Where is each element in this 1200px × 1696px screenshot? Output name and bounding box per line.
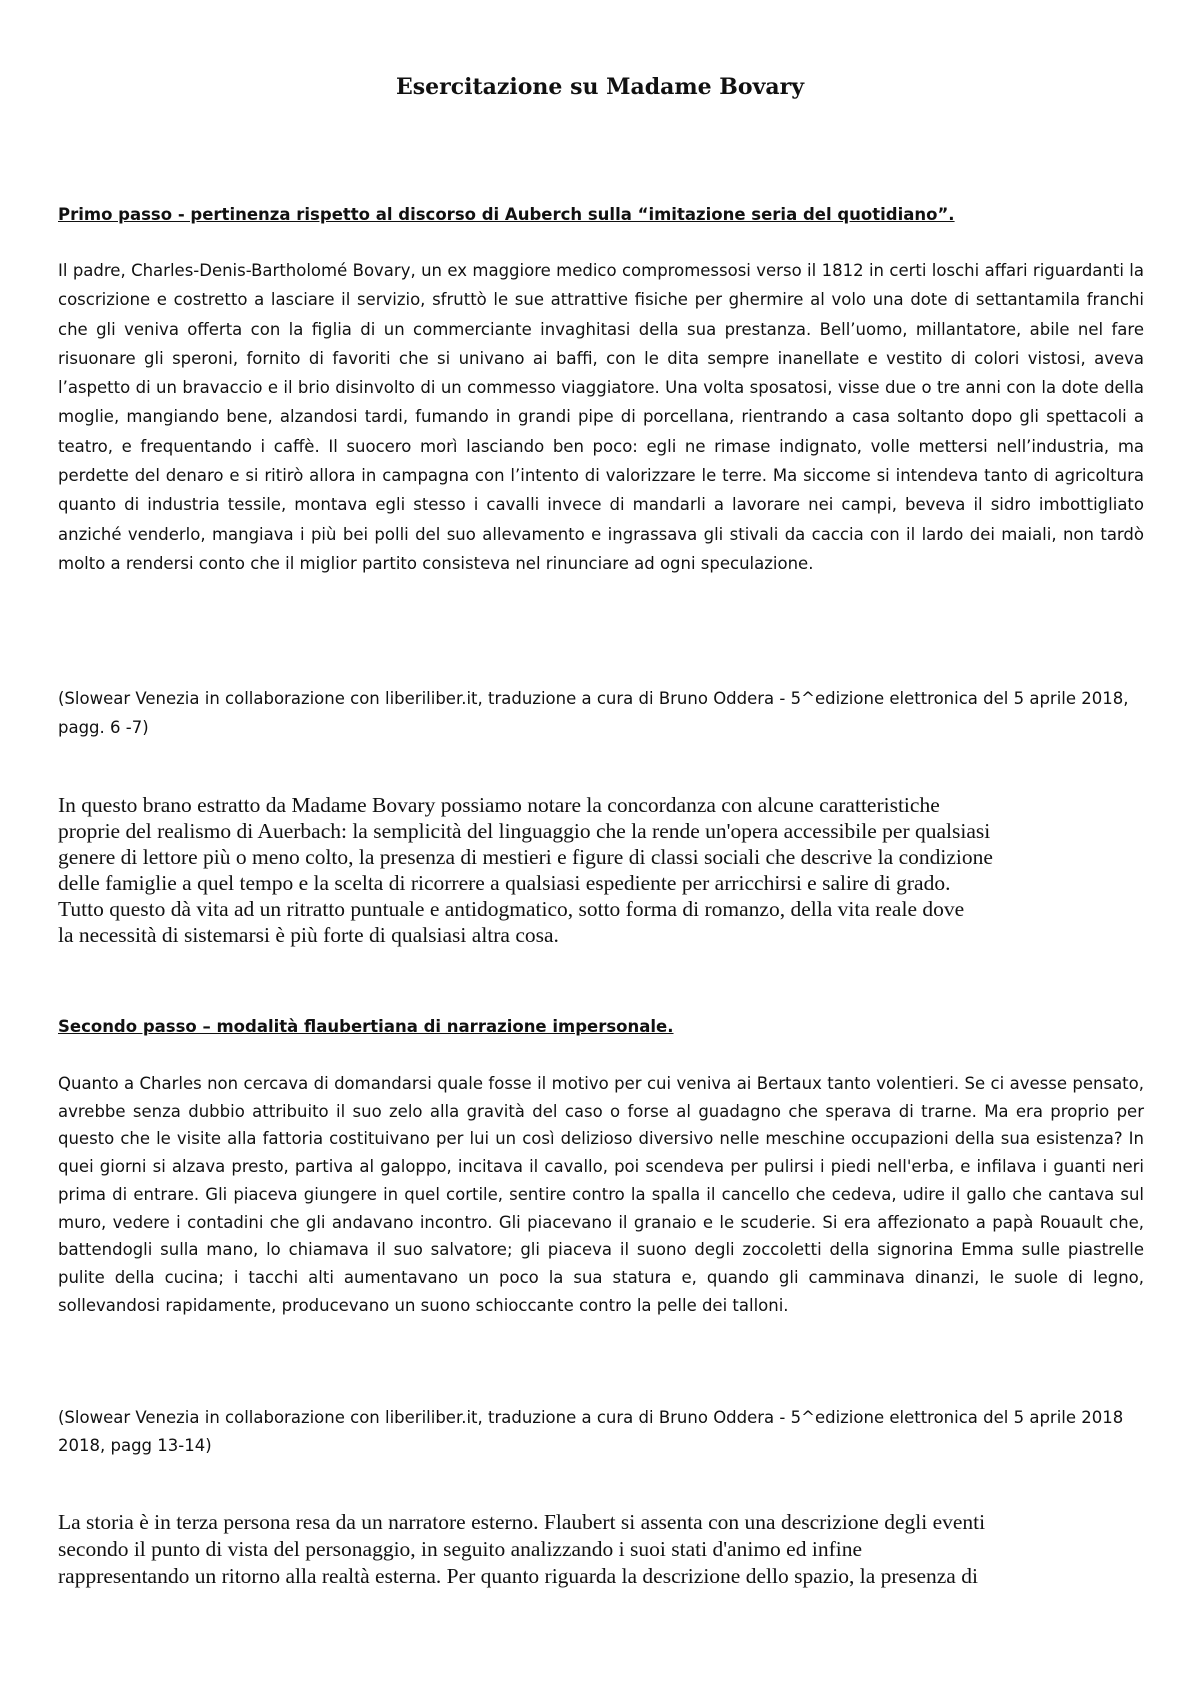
document-title: Esercitazione su Madame Bovary bbox=[396, 74, 804, 100]
comment-line: genere di lettore più o meno colto, la presenza di mestieri e figure di classi sociali che descrive la condizione bbox=[58, 845, 993, 869]
comment-line: proprie del realismo di Auerbach: la semplicità del linguaggio che la rende un'opera accessibile per qualsiasi bbox=[58, 819, 991, 843]
section-1-heading: Primo passo - pertinenza rispetto al discorso di Auberch sulla “imitazione seria del quotidiano”. bbox=[58, 205, 955, 224]
section-1-quote: Il padre, Charles-Denis-Bartholomé Bovary, un ex maggiore medico compromessosi verso il 1812 in certi loschi affari riguardanti la coscrizione e costretto a lasciare il servizio, sfruttò le sue attrattive fisiche per ghermire al volo una dote di settantamila franchi che gli veniva offerta con la figlia di un commerciante invaghitasi della sua prestanza. Bell’uomo, millantatore, abile nel fare risuonare gli speroni, fornito di favoriti che si univano ai baffi, con le dita sempre inanellate e vestito di colori vistosi, aveva l’aspetto di un bravaccio e il brio disinvolto di un commesso viaggiatore. Una volta sposatosi, visse due o tre anni con la dote della moglie, mangiando bene, alzandosi tardi, fumando in grandi pipe di porcellana, rientrando a casa soltanto dopo gli spettacoli a teatro, e frequentando i caffè. Il suocero morì lasciando ben poco: egli ne rimase indignato, volle mettersi nell’industria, ma perdette del denaro e si ritirò allora in campagna con l’intento di valorizzare le terre. Ma siccome si intendeva tanto di agricoltura quanto di industria tessile, montava egli stesso i cavalli invece di mandarli a lavorare nei campi, beveva il sidro imbottigliato anziché venderlo, mangiava i più bei polli del suo allevamento e ingrassava gli stivali da caccia con il lardo dei maiali, non tardò molto a rendersi conto che il miglior partito consisteva nel rinunciare ad ogni speculazione. bbox=[58, 261, 1144, 573]
section-2-citation: (Slowear Venezia in collaborazione con liberiliber.it, traduzione a cura di Bruno Oddera - 5^edizione elettronica del 5 aprile 2018 2018, pagg 13-14) bbox=[58, 1408, 1124, 1455]
comment-line: La storia è in terza persona resa da un narratore esterno. Flaubert si assenta con una descrizione degli eventi bbox=[58, 1510, 986, 1534]
section-1-comment bbox=[58, 792, 1144, 948]
comment-line: Tutto questo dà vita ad un ritratto puntuale e antidogmatico, sotto forma di romanzo, della vita reale dove bbox=[58, 897, 965, 921]
section-2-comment bbox=[58, 1509, 1144, 1590]
comment-line: secondo il punto di vista del personaggio, in seguito analizzando i suoi stati d'animo ed infine bbox=[58, 1537, 862, 1561]
section-1-citation: (Slowear Venezia in collaborazione con liberiliber.it, traduzione a cura di Bruno Oddera - 5^edizione elettronica del 5 aprile 2018, pagg. 6 -7) bbox=[58, 689, 1129, 737]
comment-line: la necessità di sistemarsi è più forte di qualsiasi altra cosa. bbox=[58, 923, 559, 947]
comment-line: rappresentando un ritorno alla realtà esterna. Per quanto riguarda la descrizione dello spazio, la presenza di bbox=[58, 1564, 978, 1588]
comment-line: delle famiglie a quel tempo e la scelta di ricorrere a qualsiasi espediente per arricchirsi e salire di grado. bbox=[58, 871, 951, 895]
section-2-heading: Secondo passo – modalità flaubertiana di narrazione impersonale. bbox=[58, 1017, 674, 1036]
comment-line: In questo brano estratto da Madame Bovary possiamo notare la concordanza con alcune caratteristiche bbox=[58, 793, 940, 817]
section-2-quote: Quanto a Charles non cercava di domandarsi quale fosse il motivo per cui veniva ai Bertaux tanto volentieri. Se ci avesse pensato, avrebbe senza dubbio attribuito il suo zelo alla gravità del caso o forse al guadagno che sperava di trarne. Ma era proprio per questo che le visite alla fattoria costituivano per lui un così delizioso diversivo nelle meschine occupazioni della sua esistenza? In quei giorni si alzava presto, partiva al galoppo, incitava il cavallo, poi scendeva per pulirsi i piedi nell'erba, e infilava i guanti neri prima di entrare. Gli piaceva giungere in quel cortile, sentire contro la spalla il cancello che cedeva, udire il gallo che cantava sul muro, vedere i contadini che gli andavano incontro. Gli piacevano il granaio e le scuderie. Si era affezionato a papà Rouault che, battendogli sulla mano, lo chiamava il suo salvatore; gli piaceva il suono degli zoccoletti della signorina Emma sulle piastrelle pulite della cucina; i tacchi alti aumentavano un poco la sua statura e, quando gli camminava dinanzi, le suole di legno, sollevandosi rapidamente, producevano un suono schioccante contro la pelle dei talloni. bbox=[58, 1074, 1144, 1315]
